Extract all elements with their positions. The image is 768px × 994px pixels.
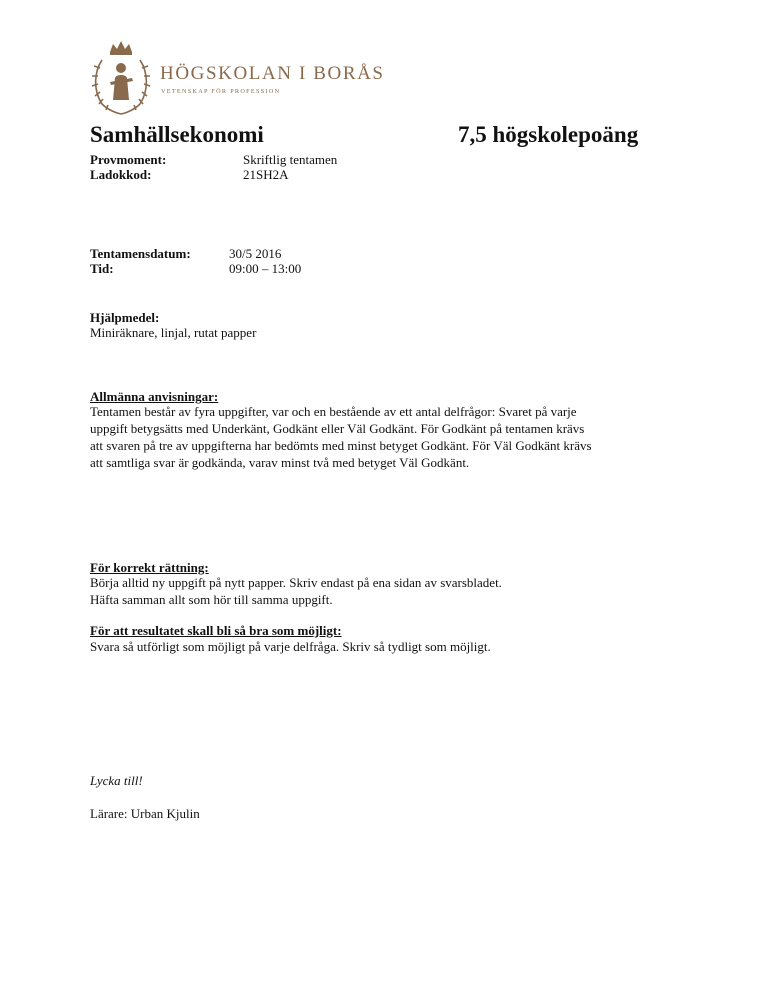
anvisningar-line: Tentamen består av fyra uppgifter, var och en bestående av ett antal delfrågor: Svaret på varje xyxy=(90,404,577,419)
greeting: Lycka till! xyxy=(90,773,143,788)
anvisningar-line: att samtliga svar är godkända, varav minst två med betyget Väl Godkänt. xyxy=(90,455,470,470)
anvisningar-line: att svaren på tre av uppgifterna har bedömts med minst betyget Godkänt. För Väl Godkänt krävs xyxy=(90,438,592,453)
hjalpmedel-text: Miniräknare, linjal, rutat papper xyxy=(90,325,257,340)
tid-label: Tid: xyxy=(90,261,114,276)
crest-icon xyxy=(88,38,154,118)
ladokkod-label: Ladokkod: xyxy=(90,167,152,182)
course-credits: 7,5 högskolepoäng xyxy=(458,122,639,147)
anvisningar-text xyxy=(90,403,690,471)
hjalpmedel-heading: Hjälpmedel: xyxy=(90,310,160,325)
provmoment-value: Skriftlig tentamen xyxy=(243,152,338,167)
datum-value: 30/5 2016 xyxy=(229,246,282,261)
teacher-name: Lärare: Urban Kjulin xyxy=(90,806,200,821)
provmoment-label: Provmoment: xyxy=(90,152,167,167)
rattning-heading: För korrekt rättning: xyxy=(90,560,209,575)
anvisningar-line: uppgift betygsätts med Underkänt, Godkänt eller Väl Godkänt. För Godkänt på tentamen krävs xyxy=(90,421,585,436)
resultat-text: Svara så utförligt som möjligt på varje delfråga. Skriv så tydligt som möjligt. xyxy=(90,639,491,654)
ladokkod-value: 21SH2A xyxy=(243,167,289,182)
university-logo xyxy=(88,38,388,118)
datum-label: Tentamensdatum: xyxy=(90,246,191,261)
rattning-line: Häfta samman allt som hör till samma uppgift. xyxy=(90,592,333,607)
university-name: HÖGSKOLAN I BORÅS xyxy=(160,63,385,84)
anvisningar-heading: Allmänna anvisningar: xyxy=(90,389,219,404)
resultat-heading: För att resultatet skall bli så bra som möjligt: xyxy=(90,623,342,638)
university-tagline: VETENSKAP FÖR PROFESSION xyxy=(161,88,281,95)
rattning-text xyxy=(90,574,690,608)
rattning-line: Börja alltid ny uppgift på nytt papper. Skriv endast på ena sidan av svarsbladet. xyxy=(90,575,502,590)
course-title: Samhällsekonomi xyxy=(90,122,264,147)
tid-value: 09:00 – 13:00 xyxy=(229,261,302,276)
